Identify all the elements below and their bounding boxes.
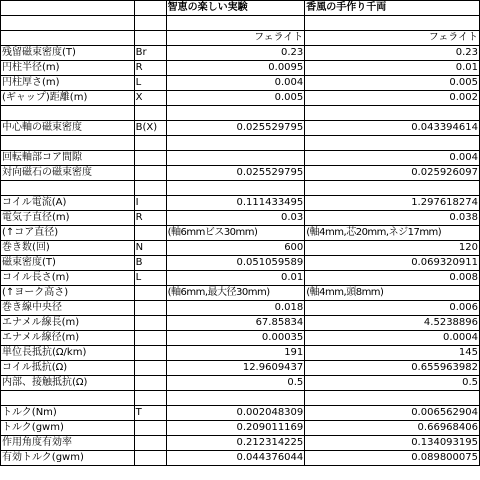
table-row: [1, 241, 480, 256]
cell-value-b[interactable]: 0.655963982: [305, 361, 480, 376]
table-row: [1, 16, 480, 31]
table-row: [1, 406, 480, 421]
cell-label[interactable]: 円柱厚さ(m): [1, 76, 135, 91]
cell-label[interactable]: 回転軸部コア間隙: [1, 151, 135, 166]
cell-label[interactable]: (↑ヨーク高さ): [1, 286, 135, 301]
cell-symbol[interactable]: [134, 151, 166, 166]
cell-label[interactable]: トルク(gwm): [1, 421, 135, 436]
cell-value-a[interactable]: [166, 181, 305, 196]
cell-value-b[interactable]: 0.008: [305, 271, 480, 286]
cell-value-b[interactable]: 0.069320911: [305, 256, 480, 271]
table-row: [1, 196, 480, 211]
table-row: [1, 391, 480, 406]
table-row: [1, 46, 480, 61]
cell-label[interactable]: 内部、接触抵抗(Ω): [1, 376, 135, 391]
cell-symbol[interactable]: [134, 436, 166, 451]
cell-value-a[interactable]: 67.85834: [166, 316, 305, 331]
cell-value-b[interactable]: 0.005: [305, 76, 480, 91]
cell-value-b[interactable]: 120: [305, 241, 480, 256]
cell-value-b[interactable]: (軸4mm,頭8mm): [305, 286, 480, 301]
cell-label[interactable]: コイル長さ(m): [1, 271, 135, 286]
cell-value-b[interactable]: 0.025926097: [305, 166, 480, 181]
cell-value-b[interactable]: 0.038: [305, 211, 480, 226]
cell-value-b[interactable]: 0.0004: [305, 331, 480, 346]
cell-value-a[interactable]: [166, 16, 305, 31]
cell-label[interactable]: [1, 16, 135, 31]
cell-value-b[interactable]: 1.297618274: [305, 196, 480, 211]
table-row: [1, 451, 480, 466]
header-cell-symbol[interactable]: [134, 1, 166, 16]
cell-value-a[interactable]: [166, 151, 305, 166]
cell-symbol[interactable]: B: [134, 256, 166, 271]
cell-value-a[interactable]: 0.002048309: [166, 406, 305, 421]
table-row: [1, 346, 480, 361]
cell-symbol[interactable]: R: [134, 211, 166, 226]
cell-symbol[interactable]: [134, 331, 166, 346]
cell-label[interactable]: エナメル線径(m): [1, 331, 135, 346]
cell-value-a[interactable]: 0.01: [166, 271, 305, 286]
cell-symbol[interactable]: [134, 391, 166, 406]
cell-value-a[interactable]: 0.004: [166, 76, 305, 91]
header-cell-label[interactable]: [1, 1, 135, 16]
cell-value-a[interactable]: [166, 391, 305, 406]
cell-value-a[interactable]: (軸6mmビス30mm): [166, 226, 305, 241]
cell-symbol[interactable]: R: [134, 61, 166, 76]
cell-value-a[interactable]: 0.111433495: [166, 196, 305, 211]
cell-value-a[interactable]: フェライト: [166, 31, 305, 46]
cell-label[interactable]: 円柱半径(m): [1, 61, 135, 76]
table-row: [1, 76, 480, 91]
cell-value-a[interactable]: 0.00035: [166, 331, 305, 346]
cell-symbol[interactable]: [134, 346, 166, 361]
cell-symbol[interactable]: [134, 181, 166, 196]
cell-symbol[interactable]: [134, 106, 166, 121]
table-row: [1, 151, 480, 166]
cell-value-a[interactable]: 0.03: [166, 211, 305, 226]
cell-symbol[interactable]: T: [134, 406, 166, 421]
cell-symbol[interactable]: I: [134, 196, 166, 211]
cell-value-b[interactable]: [305, 16, 480, 31]
table-row: [1, 91, 480, 106]
table-row: [1, 376, 480, 391]
cell-symbol[interactable]: [134, 421, 166, 436]
table-row: [1, 331, 480, 346]
cell-value-b[interactable]: (軸4mm,芯20mm,ネジ17mm): [305, 226, 480, 241]
cell-symbol[interactable]: [134, 31, 166, 46]
cell-value-a[interactable]: 0.051059589: [166, 256, 305, 271]
cell-value-b[interactable]: 0.043394614: [305, 121, 480, 136]
cell-value-a[interactable]: 191: [166, 346, 305, 361]
cell-label[interactable]: [1, 136, 135, 151]
cell-value-a[interactable]: [166, 106, 305, 121]
cell-label[interactable]: 電気子直径(m): [1, 211, 135, 226]
cell-value-b[interactable]: フェライト: [305, 31, 480, 46]
cell-value-b[interactable]: 0.23: [305, 46, 480, 61]
cell-value-a[interactable]: 0.209011169: [166, 421, 305, 436]
cell-value-b[interactable]: 0.134093195: [305, 436, 480, 451]
cell-value-b[interactable]: [305, 391, 480, 406]
table-row: [1, 166, 480, 181]
table-row: [1, 361, 480, 376]
cell-label[interactable]: 作用角度有効率: [1, 436, 135, 451]
cell-value-a[interactable]: 12.9609437: [166, 361, 305, 376]
cell-symbol[interactable]: N: [134, 241, 166, 256]
cell-value-b[interactable]: 0.002: [305, 91, 480, 106]
header-cell-experiment-b[interactable]: 香風の手作り千両: [305, 1, 480, 16]
table-row: [1, 226, 480, 241]
table-row: [1, 181, 480, 196]
cell-label[interactable]: (ギャップ)距離(m): [1, 91, 135, 106]
cell-label[interactable]: 残留磁束密度(T): [1, 46, 135, 61]
cell-label[interactable]: 磁束密度(T): [1, 256, 135, 271]
cell-symbol[interactable]: L: [134, 76, 166, 91]
cell-value-b[interactable]: 145: [305, 346, 480, 361]
cell-symbol[interactable]: [134, 376, 166, 391]
cell-value-a[interactable]: 600: [166, 241, 305, 256]
cell-value-b[interactable]: 0.006: [305, 301, 480, 316]
cell-value-b[interactable]: 0.006562904: [305, 406, 480, 421]
cell-label[interactable]: 巻き数(回): [1, 241, 135, 256]
cell-label[interactable]: コイル抵抗(Ω): [1, 361, 135, 376]
cell-label[interactable]: 単位長抵抗(Ω/km): [1, 346, 135, 361]
cell-label[interactable]: 有効トルク(gwm): [1, 451, 135, 466]
cell-symbol[interactable]: [134, 301, 166, 316]
cell-value-b[interactable]: 4.5238896: [305, 316, 480, 331]
cell-symbol[interactable]: [134, 136, 166, 151]
cell-value-a[interactable]: 0.0095: [166, 61, 305, 76]
cell-value-a[interactable]: 0.025529795: [166, 166, 305, 181]
cell-symbol[interactable]: [134, 316, 166, 331]
cell-value-a[interactable]: 0.025529795: [166, 121, 305, 136]
cell-symbol[interactable]: L: [134, 271, 166, 286]
cell-value-b[interactable]: [305, 106, 480, 121]
spreadsheet-body: [1, 1, 480, 466]
cell-label[interactable]: トルク(Nm): [1, 406, 135, 421]
cell-symbol[interactable]: [134, 166, 166, 181]
cell-value-a[interactable]: 0.23: [166, 46, 305, 61]
cell-label[interactable]: 中心軸の磁束密度: [1, 121, 135, 136]
cell-label[interactable]: エナメル線長(m): [1, 316, 135, 331]
table-row: [1, 256, 480, 271]
table-row: [1, 316, 480, 331]
table-row: [1, 436, 480, 451]
table-row: [1, 136, 480, 151]
cell-label[interactable]: [1, 391, 135, 406]
cell-label[interactable]: (↑コア直径): [1, 226, 135, 241]
cell-label[interactable]: [1, 31, 135, 46]
table-row: [1, 301, 480, 316]
cell-value-b[interactable]: 0.01: [305, 61, 480, 76]
table-row: [1, 211, 480, 226]
cell-value-b[interactable]: 0.5: [305, 376, 480, 391]
cell-value-a[interactable]: [166, 136, 305, 151]
cell-value-b[interactable]: 0.089800075: [305, 451, 480, 466]
cell-label[interactable]: コイル電流(A): [1, 196, 135, 211]
cell-value-b[interactable]: [305, 181, 480, 196]
table-row: [1, 61, 480, 76]
cell-symbol[interactable]: [134, 361, 166, 376]
cell-value-a[interactable]: 0.212314225: [166, 436, 305, 451]
cell-symbol[interactable]: Br: [134, 46, 166, 61]
header-row: [1, 1, 480, 16]
cell-symbol[interactable]: B(X): [134, 121, 166, 136]
table-row: [1, 286, 480, 301]
cell-value-b[interactable]: 0.66968406: [305, 421, 480, 436]
cell-symbol[interactable]: [134, 226, 166, 241]
cell-label[interactable]: 対向磁石の磁束密度: [1, 166, 135, 181]
table-row: [1, 31, 480, 46]
cell-value-b[interactable]: [305, 136, 480, 151]
table-row: [1, 421, 480, 436]
cell-value-a[interactable]: (軸6mm,最大径30mm): [166, 286, 305, 301]
table-row: [1, 106, 480, 121]
cell-value-a[interactable]: 0.018: [166, 301, 305, 316]
cell-symbol[interactable]: [134, 16, 166, 31]
cell-symbol[interactable]: X: [134, 91, 166, 106]
cell-symbol[interactable]: [134, 451, 166, 466]
cell-label[interactable]: 巻き線中央径: [1, 301, 135, 316]
cell-value-b[interactable]: 0.004: [305, 151, 480, 166]
table-row: [1, 121, 480, 136]
cell-value-a[interactable]: 0.005: [166, 91, 305, 106]
header-cell-experiment-a[interactable]: 智恵の楽しい実験: [166, 1, 305, 16]
table-row: [1, 271, 480, 286]
cell-label[interactable]: [1, 106, 135, 121]
cell-value-a[interactable]: 0.5: [166, 376, 305, 391]
cell-value-a[interactable]: 0.044376044: [166, 451, 305, 466]
cell-symbol[interactable]: [134, 286, 166, 301]
cell-label[interactable]: [1, 181, 135, 196]
